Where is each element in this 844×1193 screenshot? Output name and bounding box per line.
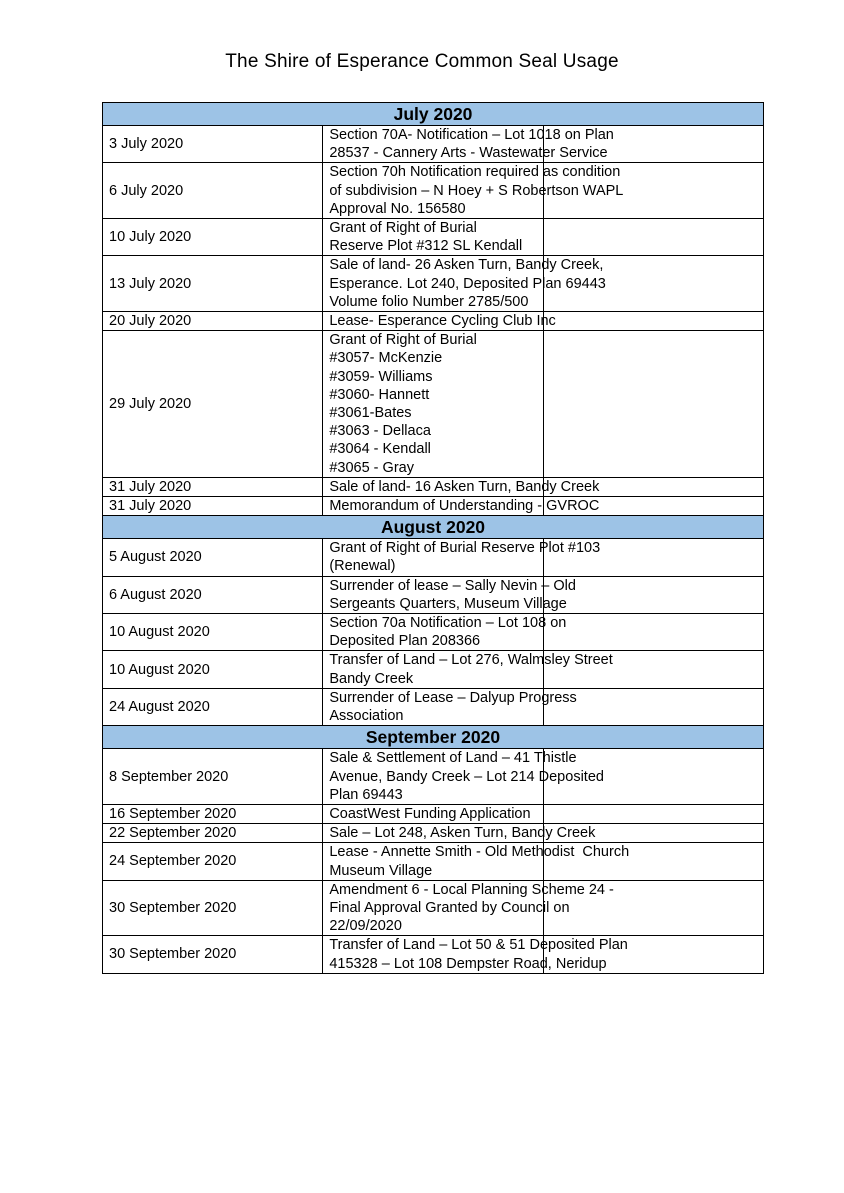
month-heading: September 2020: [103, 726, 764, 749]
description-line: #3061-Bates: [329, 405, 412, 422]
description-line: Sale of land- 26 Asken Turn, Bandy Creek,: [329, 257, 604, 274]
empty-cell: [543, 614, 763, 651]
table-row: [103, 804, 764, 823]
date-cell: 22 September 2020: [103, 824, 323, 843]
description-cell: [323, 163, 624, 219]
description-cell: [323, 614, 567, 651]
description-cell: [323, 256, 606, 312]
date-cell: 16 September 2020: [103, 804, 323, 823]
date-cell: 6 August 2020: [103, 576, 323, 613]
description-line: Transfer of Land – Lot 276, Walmsley Street: [329, 652, 613, 669]
description-line: #3063 - Dellaca: [329, 423, 431, 440]
description-line: Reserve Plot #312 SL Kendall: [329, 238, 523, 255]
description-cell: [323, 936, 628, 973]
month-header-row: [103, 103, 764, 126]
description-line: Lease- Esperance Cycling Club Inc: [329, 313, 556, 330]
date-cell: 5 August 2020: [103, 539, 323, 576]
table-row: [103, 126, 764, 163]
description-line: Museum Village: [329, 862, 433, 879]
table-row: [103, 477, 764, 496]
empty-cell: [543, 804, 763, 823]
table-row: [103, 576, 764, 613]
description-line: Sale & Settlement of Land – 41 Thistle: [329, 750, 577, 767]
table-row: [103, 539, 764, 576]
date-cell: 3 July 2020: [103, 126, 323, 163]
table-row: [103, 497, 764, 516]
description-line: Surrender of lease – Sally Nevin – Old: [329, 577, 576, 594]
date-cell: 8 September 2020: [103, 749, 323, 805]
description-line: Section 70a Notification – Lot 108 on: [329, 615, 567, 632]
description-cell: [323, 497, 600, 516]
description-line: Memorandum of Understanding - GVROC: [329, 498, 600, 515]
table-row: [103, 163, 764, 219]
description-line: Sergeants Quarters, Museum Village: [329, 595, 567, 612]
description-cell: [323, 539, 601, 576]
description-line: #3059- Williams: [329, 368, 433, 385]
description-line: Sale of land- 16 Asken Turn, Bandy Creek: [329, 478, 600, 495]
month-heading: July 2020: [103, 103, 764, 126]
description-line: Association: [329, 708, 404, 725]
seal-usage-table-body: [103, 103, 764, 974]
date-cell: 20 July 2020: [103, 312, 323, 331]
date-cell: 10 August 2020: [103, 614, 323, 651]
description-line: CoastWest Funding Application: [329, 805, 531, 822]
description-line: 415328 – Lot 108 Dempster Road, Neridup: [329, 955, 607, 972]
description-line: of subdivision – N Hoey + S Robertson WAPL: [329, 182, 624, 199]
month-header-row: [103, 726, 764, 749]
date-cell: 10 August 2020: [103, 651, 323, 688]
description-line: Grant of Right of Burial Reserve Plot #103: [329, 540, 601, 557]
description-cell: [323, 576, 576, 613]
seal-usage-table: [102, 102, 764, 974]
description-line: Section 70A- Notification – Lot 1018 on Plan: [329, 127, 614, 143]
table-row: [103, 312, 764, 331]
table-row: [103, 219, 764, 256]
description-cell: [323, 312, 556, 331]
month-heading: August 2020: [103, 516, 764, 539]
description-cell: [323, 749, 604, 805]
description-line: Grant of Right of Burial: [329, 220, 477, 237]
table-row: [103, 880, 764, 936]
description-line: Avenue, Bandy Creek – Lot 214 Deposited: [329, 768, 604, 785]
date-cell: 31 July 2020: [103, 497, 323, 516]
description-cell: [323, 219, 543, 256]
empty-cell: [543, 331, 763, 478]
table-row: [103, 256, 764, 312]
table-row: [103, 824, 764, 843]
description-line: Lease - Annette Smith - Old Methodist Church: [329, 844, 630, 861]
description-cell: [323, 688, 577, 725]
description-cell: [323, 477, 600, 496]
description-line: #3065 - Gray: [329, 459, 414, 476]
date-cell: 24 August 2020: [103, 688, 323, 725]
date-cell: 30 September 2020: [103, 880, 323, 936]
description-line: Surrender of Lease – Dalyup Progress: [329, 689, 577, 706]
date-cell: 10 July 2020: [103, 219, 323, 256]
description-line: Transfer of Land – Lot 50 & 51 Deposited Plan: [329, 937, 628, 954]
description-cell: [323, 804, 543, 823]
date-cell: 13 July 2020: [103, 256, 323, 312]
empty-cell: [543, 219, 763, 256]
description-line: Volume folio Number 2785/500: [329, 293, 529, 310]
description-line: 22/09/2020: [329, 918, 402, 935]
description-line: Sale – Lot 248, Asken Turn, Bandy Creek: [329, 825, 596, 842]
empty-cell: [543, 576, 763, 613]
description-line: #3057- McKenzie: [329, 350, 443, 367]
description-line: (Renewal): [329, 558, 396, 575]
table-row: [103, 651, 764, 688]
date-cell: 24 September 2020: [103, 843, 323, 880]
page-title: The Shire of Esperance Common Seal Usage: [225, 51, 619, 72]
description-cell: [323, 651, 613, 688]
date-cell: 30 September 2020: [103, 936, 323, 973]
description-cell: [323, 824, 596, 843]
month-header-row: [103, 516, 764, 539]
date-cell: 6 July 2020: [103, 163, 323, 219]
description-line: Deposited Plan 208366: [329, 633, 481, 650]
description-line: Final Approval Granted by Council on: [329, 899, 570, 916]
description-line: Plan 69443: [329, 786, 403, 803]
description-line: #3064 - Kendall: [329, 441, 431, 458]
description-line: Esperance. Lot 240, Deposited Plan 69443: [329, 275, 606, 292]
table-row: [103, 331, 764, 478]
description-line: Grant of Right of Burial: [329, 332, 477, 349]
table-row: [103, 749, 764, 805]
date-cell: 29 July 2020: [103, 331, 323, 478]
description-line: Section 70h Notification required as condition: [329, 164, 621, 181]
table-row: [103, 843, 764, 880]
table-row: [103, 688, 764, 725]
table-row: [103, 614, 764, 651]
date-cell: 31 July 2020: [103, 477, 323, 496]
description-line: Approval No. 156580: [329, 200, 466, 217]
description-cell: [323, 880, 614, 936]
description-line: #3060- Hannett: [329, 386, 430, 403]
description-cell: [323, 843, 630, 880]
description-cell: [323, 126, 614, 163]
description-cell: [323, 331, 543, 478]
description-line: Bandy Creek: [329, 670, 414, 687]
empty-cell: [543, 312, 763, 331]
description-line: 28537 - Cannery Arts - Wastewater Service: [329, 145, 608, 162]
description-line: Amendment 6 - Local Planning Scheme 24 -: [329, 881, 614, 898]
table-row: [103, 936, 764, 973]
